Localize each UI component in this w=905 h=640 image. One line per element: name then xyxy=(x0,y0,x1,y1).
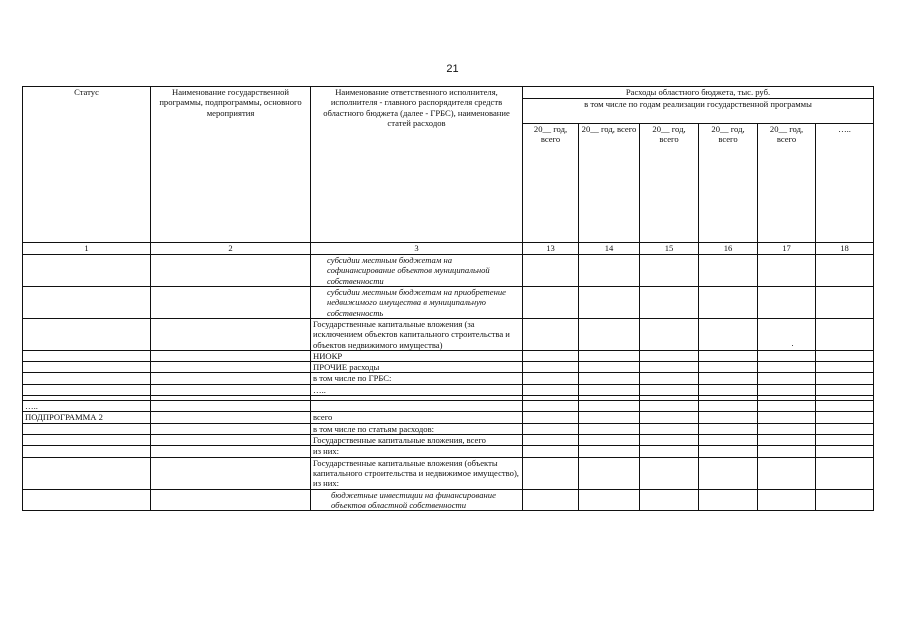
value-cell xyxy=(579,435,640,446)
program-cell xyxy=(151,412,311,423)
value-cell xyxy=(816,412,874,423)
expense-item-cell: субсидии местным бюджетам на софинансирование объектов муниципальной собственности xyxy=(311,255,523,287)
value-cell xyxy=(579,412,640,423)
value-cell xyxy=(523,446,579,457)
value-cell xyxy=(699,435,758,446)
program-cell xyxy=(151,350,311,361)
value-cell xyxy=(523,373,579,384)
value-cell xyxy=(523,384,579,395)
value-cell xyxy=(640,435,699,446)
column-index: 18 xyxy=(816,243,874,255)
program-cell xyxy=(151,362,311,373)
value-cell xyxy=(523,255,579,287)
value-cell xyxy=(699,318,758,350)
value-cell xyxy=(816,423,874,434)
header-year-col: 20__ год, всего xyxy=(699,124,758,243)
value-cell xyxy=(699,350,758,361)
status-cell xyxy=(23,362,151,373)
value-cell xyxy=(816,255,874,287)
table-row xyxy=(23,350,874,361)
program-cell xyxy=(151,318,311,350)
status-cell xyxy=(23,255,151,287)
value-cell xyxy=(640,412,699,423)
status-cell xyxy=(23,457,151,489)
program-cell xyxy=(151,423,311,434)
program-cell xyxy=(151,489,311,511)
value-cell xyxy=(816,350,874,361)
value-cell xyxy=(699,286,758,318)
header-year-col: 20__ год, всего xyxy=(758,124,816,243)
expense-item-cell: ….. xyxy=(311,384,523,395)
value-cell xyxy=(579,318,640,350)
value-cell xyxy=(758,255,816,287)
program-cell xyxy=(151,373,311,384)
value-cell xyxy=(816,446,874,457)
value-cell xyxy=(699,412,758,423)
value-cell xyxy=(579,384,640,395)
value-cell xyxy=(640,489,699,511)
value-cell xyxy=(640,286,699,318)
column-index: 1 xyxy=(23,243,151,255)
value-cell xyxy=(699,489,758,511)
program-cell xyxy=(151,384,311,395)
value-cell xyxy=(699,362,758,373)
page-number: 21 xyxy=(446,63,459,75)
value-cell xyxy=(816,286,874,318)
value-cell xyxy=(758,401,816,412)
value-cell xyxy=(816,384,874,395)
value-cell xyxy=(816,318,874,350)
value-cell xyxy=(758,457,816,489)
expense-item-cell: Государственные капитальные вложения (за исключением объектов капитального строительства и объектов недвижимого имущества) xyxy=(311,318,523,350)
value-cell xyxy=(523,423,579,434)
value-cell xyxy=(699,401,758,412)
table-row xyxy=(23,362,874,373)
value-cell xyxy=(579,373,640,384)
value-cell xyxy=(758,373,816,384)
value-cell xyxy=(640,350,699,361)
header-year-col: ….. xyxy=(816,124,874,243)
value-cell xyxy=(523,318,579,350)
value-cell xyxy=(699,373,758,384)
value-cell xyxy=(640,401,699,412)
value-cell xyxy=(758,362,816,373)
value-cell xyxy=(579,423,640,434)
status-cell xyxy=(23,489,151,511)
header-year-col: 20__ год, всего xyxy=(579,124,640,243)
value-cell xyxy=(758,384,816,395)
table-row xyxy=(23,255,874,287)
status-cell xyxy=(23,318,151,350)
header-by-years: в том числе по годам реализации государственной программы xyxy=(523,99,874,124)
program-cell xyxy=(151,255,311,287)
value-cell xyxy=(640,255,699,287)
value-cell xyxy=(758,286,816,318)
table-row xyxy=(23,435,874,446)
value-cell xyxy=(816,435,874,446)
value-cell xyxy=(523,435,579,446)
value-cell xyxy=(758,489,816,511)
header-year-col: 20__ год, всего xyxy=(523,124,579,243)
expense-item-cell: ПРОЧИЕ расходы xyxy=(311,362,523,373)
value-cell xyxy=(523,350,579,361)
value-cell xyxy=(816,362,874,373)
value-cell xyxy=(640,446,699,457)
expense-item-cell: НИОКР xyxy=(311,350,523,361)
expense-item-cell: Государственные капитальные вложения (объекты капитального строительства и недвижимое имущество), из них: xyxy=(311,457,523,489)
value-cell xyxy=(816,457,874,489)
value-cell xyxy=(640,373,699,384)
table-row xyxy=(23,412,874,423)
value-cell xyxy=(758,435,816,446)
value-cell xyxy=(579,446,640,457)
table-row xyxy=(23,384,874,395)
table-row xyxy=(23,423,874,434)
expense-item-cell: всего xyxy=(311,412,523,423)
value-cell xyxy=(758,350,816,361)
column-index: 13 xyxy=(523,243,579,255)
value-cell xyxy=(699,255,758,287)
value-cell xyxy=(640,423,699,434)
header-status: Статус xyxy=(23,87,151,243)
table-body xyxy=(23,87,874,511)
value-cell xyxy=(640,384,699,395)
value-cell xyxy=(640,457,699,489)
expense-item-cell: бюджетные инвестиции на финансирование объектов областной собственности xyxy=(311,489,523,511)
value-cell xyxy=(699,446,758,457)
value-cell xyxy=(523,489,579,511)
status-cell xyxy=(23,286,151,318)
value-cell xyxy=(640,318,699,350)
column-index: 15 xyxy=(640,243,699,255)
value-cell xyxy=(699,457,758,489)
value-cell xyxy=(816,401,874,412)
table-row xyxy=(23,446,874,457)
table-row xyxy=(23,318,874,350)
column-index-row xyxy=(23,243,874,255)
header-budget-group: Расходы областного бюджета, тыс. руб. xyxy=(523,87,874,99)
status-cell xyxy=(23,423,151,434)
value-cell xyxy=(758,446,816,457)
status-cell: ПОДПРОГРАММА 2 xyxy=(23,412,151,423)
program-cell xyxy=(151,446,311,457)
table-row xyxy=(23,401,874,412)
column-index: 14 xyxy=(579,243,640,255)
table-row xyxy=(23,373,874,384)
value-cell xyxy=(523,362,579,373)
value-cell xyxy=(579,401,640,412)
value-cell xyxy=(579,350,640,361)
expense-item-cell xyxy=(311,401,523,412)
value-cell xyxy=(579,286,640,318)
status-cell xyxy=(23,384,151,395)
value-cell xyxy=(579,457,640,489)
value-cell xyxy=(523,401,579,412)
value-cell xyxy=(523,457,579,489)
value-cell xyxy=(758,412,816,423)
expense-item-cell: в том числе по ГРБС: xyxy=(311,373,523,384)
expense-item-cell: в том числе по статьям расходов: xyxy=(311,423,523,434)
value-cell xyxy=(699,423,758,434)
expense-item-cell: Государственные капитальные вложения, всего xyxy=(311,435,523,446)
status-cell xyxy=(23,350,151,361)
program-cell xyxy=(151,435,311,446)
column-index: 2 xyxy=(151,243,311,255)
program-cell xyxy=(151,401,311,412)
status-cell xyxy=(23,435,151,446)
column-index: 3 xyxy=(311,243,523,255)
value-cell xyxy=(640,362,699,373)
table-row xyxy=(23,457,874,489)
value-cell xyxy=(816,489,874,511)
column-index: 16 xyxy=(699,243,758,255)
scan-speck xyxy=(792,345,793,346)
program-cell xyxy=(151,286,311,318)
value-cell xyxy=(758,318,816,350)
value-cell xyxy=(699,384,758,395)
value-cell xyxy=(579,255,640,287)
header-program-name: Наименование государственной программы, подпрограммы, основного мероприятия xyxy=(151,87,311,243)
table-row xyxy=(23,286,874,318)
value-cell xyxy=(816,373,874,384)
header-year-col: 20__ год, всего xyxy=(640,124,699,243)
value-cell xyxy=(579,489,640,511)
status-cell: ….. xyxy=(23,401,151,412)
expense-item-cell: субсидии местным бюджетам на приобретение недвижимого имущества в муниципальную собственность xyxy=(311,286,523,318)
status-cell xyxy=(23,446,151,457)
value-cell xyxy=(523,412,579,423)
value-cell xyxy=(523,286,579,318)
header-executor: Наименование ответственного исполнителя, исполнителя - главного распорядителя средств областного бюджета (далее - ГРБС), наименование статей расходов xyxy=(311,87,523,243)
column-index: 17 xyxy=(758,243,816,255)
status-cell xyxy=(23,373,151,384)
expense-item-cell: из них: xyxy=(311,446,523,457)
value-cell xyxy=(758,423,816,434)
program-cell xyxy=(151,457,311,489)
value-cell xyxy=(579,362,640,373)
budget-expenses-table xyxy=(22,86,874,511)
table-row xyxy=(23,489,874,511)
